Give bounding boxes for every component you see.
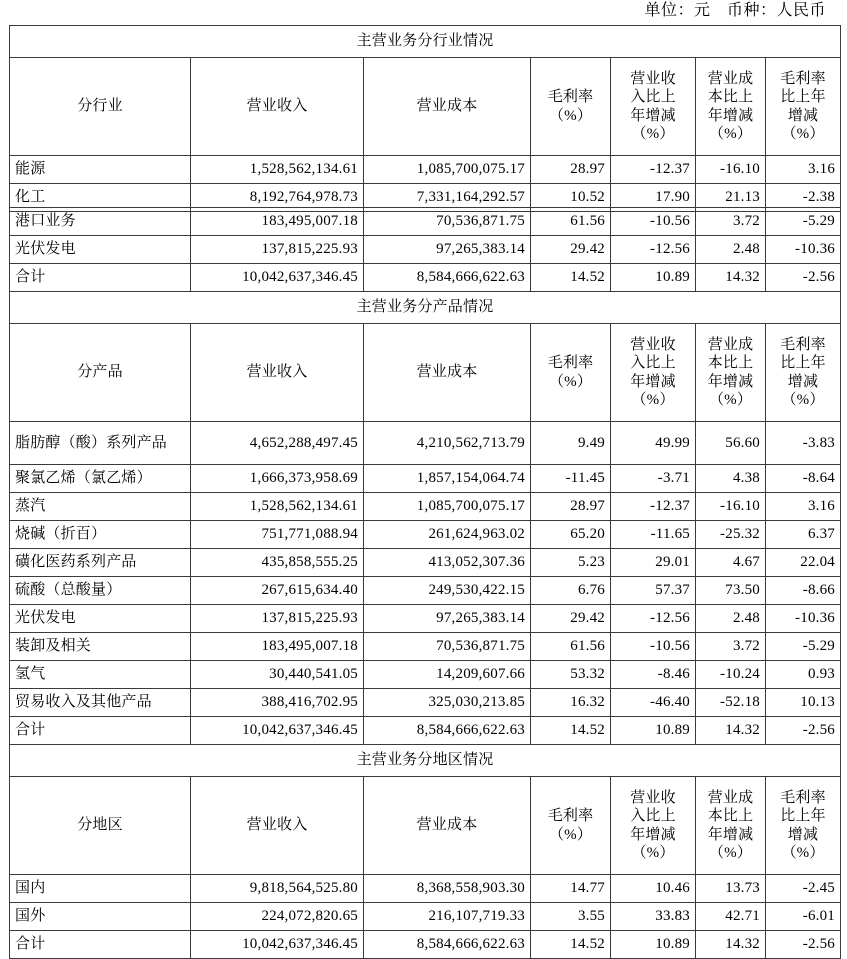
table-row <box>10 903 841 931</box>
table-row <box>10 577 841 605</box>
cell-revenue-change: -11.65 <box>611 521 696 549</box>
cell-margin: 28.97 <box>531 493 611 521</box>
cell-revenue: 10,042,637,346.45 <box>191 264 364 292</box>
cell-revenue: 183,495,007.18 <box>191 633 364 661</box>
column-header-category: 分行业 <box>10 58 191 156</box>
cost-change-line2: 本比上 <box>707 355 754 372</box>
revenue-change-line1: 营业收 <box>630 789 676 806</box>
cell-margin: 53.32 <box>531 661 611 689</box>
cell-revenue: 1,666,373,958.69 <box>191 465 364 493</box>
table-row-total <box>10 931 841 959</box>
cell-cost-change: 14.32 <box>696 931 766 959</box>
row-label: 磺化医药系列产品 <box>10 549 191 577</box>
cell-margin: 14.77 <box>531 875 611 903</box>
cell-revenue-change: 57.37 <box>611 577 696 605</box>
column-header-gross-margin <box>531 324 611 422</box>
column-header-revenue-change <box>611 777 696 875</box>
row-label: 光伏发电 <box>10 605 191 633</box>
column-header-category: 分地区 <box>10 777 191 875</box>
gross-margin-line1: 毛利率 <box>547 355 594 372</box>
revenue-change-line2: 入比上 <box>630 355 676 372</box>
cell-margin: 6.76 <box>531 577 611 605</box>
cell-margin-change: 10.13 <box>766 689 841 717</box>
column-header-cost-change <box>696 324 766 422</box>
revenue-change-line1: 营业收 <box>630 70 676 87</box>
table-row-total <box>10 264 841 292</box>
row-label: 烧碱（折百） <box>10 521 191 549</box>
column-header-margin-change <box>766 324 841 422</box>
cell-revenue: 8,192,764,978.73 <box>191 184 364 212</box>
cell-revenue-change: -8.46 <box>611 661 696 689</box>
cell-cost: 70,536,871.75 <box>364 208 531 236</box>
cell-revenue: 1,528,562,134.61 <box>191 156 364 184</box>
cell-revenue: 30,440,541.05 <box>191 661 364 689</box>
cell-revenue-change: -10.56 <box>611 633 696 661</box>
row-label: 合计 <box>10 717 191 745</box>
row-label: 合计 <box>10 264 191 292</box>
cost-change-line1: 营业成 <box>707 789 754 806</box>
margin-change-line2: 比上年 <box>780 808 826 825</box>
cell-revenue: 10,042,637,346.45 <box>191 717 364 745</box>
revenue-change-line4: （%） <box>631 844 675 861</box>
cell-margin-change: -10.36 <box>766 605 841 633</box>
cost-change-line4: （%） <box>708 125 753 142</box>
margin-change-line2: 比上年 <box>780 89 826 106</box>
margin-change-line2: 比上年 <box>780 355 826 372</box>
cell-revenue: 9,818,564,525.80 <box>191 875 364 903</box>
margin-change-line4: （%） <box>781 391 825 408</box>
cell-margin-change: 22.04 <box>766 549 841 577</box>
cell-revenue-change: -3.71 <box>611 465 696 493</box>
cell-margin: 29.42 <box>531 236 611 264</box>
row-label: 合计 <box>10 931 191 959</box>
column-header-cost: 营业成本 <box>364 777 531 875</box>
section-title: 主营业务分产品情况 <box>10 292 841 324</box>
cost-change-line3: 年增减 <box>707 373 754 390</box>
cell-margin: 61.56 <box>531 208 611 236</box>
cell-margin: 29.42 <box>531 605 611 633</box>
table-row <box>10 875 841 903</box>
cell-revenue-change: -12.37 <box>611 156 696 184</box>
column-header-cost: 营业成本 <box>364 324 531 422</box>
cell-cost-change: 14.32 <box>696 717 766 745</box>
cell-cost-change: -16.10 <box>696 156 766 184</box>
cell-cost: 70,536,871.75 <box>364 633 531 661</box>
cell-margin-change: -8.64 <box>766 465 841 493</box>
gross-margin-line1: 毛利率 <box>547 808 594 825</box>
cost-change-line1: 营业成 <box>707 336 754 353</box>
cell-margin: 3.55 <box>531 903 611 931</box>
revenue-change-line4: （%） <box>631 125 675 142</box>
table-row <box>10 633 841 661</box>
cell-cost: 14,209,607.66 <box>364 661 531 689</box>
column-header-revenue-change <box>611 324 696 422</box>
cell-margin: 5.23 <box>531 549 611 577</box>
table-row <box>10 493 841 521</box>
cell-margin-change: 0.93 <box>766 661 841 689</box>
row-label: 聚氯乙烯（氯乙烯） <box>10 465 191 493</box>
table-header-row <box>10 777 841 875</box>
column-header-gross-margin <box>531 58 611 156</box>
table-by-industry-part2 <box>9 207 840 959</box>
table-row <box>10 208 841 236</box>
table-row <box>10 521 841 549</box>
cell-revenue-change: -10.56 <box>611 208 696 236</box>
cost-change-line2: 本比上 <box>707 808 754 825</box>
column-header-revenue: 营业收入 <box>191 58 364 156</box>
cell-cost: 1,857,154,064.74 <box>364 465 531 493</box>
cell-cost-change: 73.50 <box>696 577 766 605</box>
cell-margin-change: 3.16 <box>766 156 841 184</box>
cell-revenue: 435,858,555.25 <box>191 549 364 577</box>
cell-margin: -11.45 <box>531 465 611 493</box>
cell-margin-change: 3.16 <box>766 493 841 521</box>
row-label: 蒸汽 <box>10 493 191 521</box>
cost-change-line3: 年增减 <box>707 107 754 124</box>
section-title-row <box>10 26 841 58</box>
margin-change-line1: 毛利率 <box>780 336 826 353</box>
cost-change-line3: 年增减 <box>707 826 754 843</box>
cell-cost-change: 13.73 <box>696 875 766 903</box>
row-label: 氢气 <box>10 661 191 689</box>
table-row <box>10 236 841 264</box>
cell-revenue-change: -12.56 <box>611 236 696 264</box>
cell-revenue-change: -46.40 <box>611 689 696 717</box>
cell-margin-change: -8.66 <box>766 577 841 605</box>
cell-cost: 8,584,666,622.63 <box>364 931 531 959</box>
cell-margin-change: -2.56 <box>766 717 841 745</box>
cell-margin-change: -3.83 <box>766 422 841 465</box>
row-label: 装卸及相关 <box>10 633 191 661</box>
cell-revenue: 183,495,007.18 <box>191 208 364 236</box>
cell-cost-change: 21.13 <box>696 184 766 212</box>
cell-cost-change: 56.60 <box>696 422 766 465</box>
revenue-change-line4: （%） <box>631 391 675 408</box>
cell-revenue: 10,042,637,346.45 <box>191 931 364 959</box>
row-label: 硫酸（总酸量） <box>10 577 191 605</box>
cell-cost: 7,331,164,292.57 <box>364 184 531 212</box>
cell-cost: 97,265,383.14 <box>364 605 531 633</box>
cell-margin: 14.52 <box>531 264 611 292</box>
margin-change-line1: 毛利率 <box>780 789 826 806</box>
unit-currency-note: 单位：元 币种：人民币 <box>644 2 826 19</box>
cell-margin: 14.52 <box>531 717 611 745</box>
revenue-change-line3: 年增减 <box>630 373 676 390</box>
column-header-category: 分产品 <box>10 324 191 422</box>
gross-margin-line2: （%） <box>548 107 593 124</box>
cell-revenue: 224,072,820.65 <box>191 903 364 931</box>
cell-margin: 14.52 <box>531 931 611 959</box>
column-header-revenue: 营业收入 <box>191 777 364 875</box>
cell-margin-change: -2.45 <box>766 875 841 903</box>
cell-margin-change: -10.36 <box>766 236 841 264</box>
gross-margin-line2: （%） <box>548 373 593 390</box>
gross-margin-line1: 毛利率 <box>547 89 594 106</box>
cell-cost: 413,052,307.36 <box>364 549 531 577</box>
column-header-margin-change <box>766 58 841 156</box>
cell-revenue-change: 17.90 <box>611 184 696 212</box>
cell-revenue-change: 10.46 <box>611 875 696 903</box>
cell-revenue: 267,615,634.40 <box>191 577 364 605</box>
cell-cost-change: 14.32 <box>696 264 766 292</box>
column-header-revenue-change <box>611 58 696 156</box>
cell-margin-change: -2.56 <box>766 264 841 292</box>
cell-margin: 61.56 <box>531 633 611 661</box>
table-row <box>10 549 841 577</box>
cell-revenue-change: 10.89 <box>611 931 696 959</box>
cell-cost-change: 4.38 <box>696 465 766 493</box>
table-row <box>10 689 841 717</box>
cell-revenue-change: 10.89 <box>611 264 696 292</box>
margin-change-line4: （%） <box>781 844 825 861</box>
cell-revenue: 137,815,225.93 <box>191 236 364 264</box>
cell-cost-change: -16.10 <box>696 493 766 521</box>
table-row <box>10 422 841 465</box>
cell-cost-change: 3.72 <box>696 633 766 661</box>
industry-table-bottom <box>9 207 841 959</box>
cell-cost-change: -52.18 <box>696 689 766 717</box>
cell-revenue: 4,652,288,497.45 <box>191 422 364 465</box>
cell-cost: 8,584,666,622.63 <box>364 264 531 292</box>
cost-change-line4: （%） <box>708 391 753 408</box>
cell-margin: 65.20 <box>531 521 611 549</box>
cell-revenue-change: 49.99 <box>611 422 696 465</box>
column-header-gross-margin <box>531 777 611 875</box>
cell-cost: 1,085,700,075.17 <box>364 156 531 184</box>
cell-revenue: 1,528,562,134.61 <box>191 493 364 521</box>
column-header-cost-change <box>696 777 766 875</box>
cell-margin-change: -2.38 <box>766 184 841 212</box>
cell-margin-change: -2.56 <box>766 931 841 959</box>
gross-margin-line2: （%） <box>548 826 593 843</box>
column-header-cost-change <box>696 58 766 156</box>
cell-revenue-change: 10.89 <box>611 717 696 745</box>
table-row <box>10 156 841 184</box>
cell-cost-change: 2.48 <box>696 605 766 633</box>
cell-revenue: 751,771,088.94 <box>191 521 364 549</box>
margin-change-line3: 增减 <box>787 373 819 390</box>
cell-cost: 216,107,719.33 <box>364 903 531 931</box>
cell-revenue-change: -12.37 <box>611 493 696 521</box>
cell-margin-change: -5.29 <box>766 208 841 236</box>
cell-cost: 325,030,213.85 <box>364 689 531 717</box>
cell-revenue: 137,815,225.93 <box>191 605 364 633</box>
cell-revenue-change: 29.01 <box>611 549 696 577</box>
cell-margin: 9.49 <box>531 422 611 465</box>
cell-margin-change: -6.01 <box>766 903 841 931</box>
section-title-row <box>10 292 841 324</box>
cell-cost-change: 2.48 <box>696 236 766 264</box>
table-row <box>10 465 841 493</box>
table-by-industry-part1 <box>9 25 840 212</box>
revenue-change-line3: 年增减 <box>630 826 676 843</box>
cell-margin-change: 6.37 <box>766 521 841 549</box>
cell-cost: 249,530,422.15 <box>364 577 531 605</box>
table-row-total <box>10 717 841 745</box>
cell-margin: 16.32 <box>531 689 611 717</box>
cost-change-line1: 营业成 <box>707 70 754 87</box>
margin-change-line1: 毛利率 <box>780 70 826 87</box>
row-label: 光伏发电 <box>10 236 191 264</box>
industry-table-top <box>9 25 841 212</box>
cell-revenue-change: -12.56 <box>611 605 696 633</box>
cell-cost-change: -25.32 <box>696 521 766 549</box>
table-header-row <box>10 58 841 156</box>
cell-margin: 10.52 <box>531 184 611 212</box>
cell-cost-change: 42.71 <box>696 903 766 931</box>
revenue-change-line2: 入比上 <box>630 89 676 106</box>
margin-change-line4: （%） <box>781 125 825 142</box>
table-row <box>10 605 841 633</box>
cell-cost: 8,368,558,903.30 <box>364 875 531 903</box>
cell-revenue: 388,416,702.95 <box>191 689 364 717</box>
row-label: 化工 <box>10 184 191 212</box>
cell-cost-change: -10.24 <box>696 661 766 689</box>
revenue-change-line3: 年增减 <box>630 107 676 124</box>
column-header-margin-change <box>766 777 841 875</box>
cell-margin-change: -5.29 <box>766 633 841 661</box>
margin-change-line3: 增减 <box>787 826 819 843</box>
section-title: 主营业务分行业情况 <box>10 26 841 58</box>
cost-change-line2: 本比上 <box>707 89 754 106</box>
row-label: 港口业务 <box>10 208 191 236</box>
cell-cost: 97,265,383.14 <box>364 236 531 264</box>
section-title: 主营业务分地区情况 <box>10 745 841 777</box>
margin-change-line3: 增减 <box>787 107 819 124</box>
cell-cost-change: 3.72 <box>696 208 766 236</box>
table-row <box>10 661 841 689</box>
column-header-revenue: 营业收入 <box>191 324 364 422</box>
row-label: 贸易收入及其他产品 <box>10 689 191 717</box>
cell-cost: 261,624,963.02 <box>364 521 531 549</box>
column-header-cost: 营业成本 <box>364 58 531 156</box>
section-title-row <box>10 745 841 777</box>
revenue-change-line1: 营业收 <box>630 336 676 353</box>
cell-cost: 1,085,700,075.17 <box>364 493 531 521</box>
cell-cost: 4,210,562,713.79 <box>364 422 531 465</box>
cell-cost-change: 4.67 <box>696 549 766 577</box>
row-label: 能源 <box>10 156 191 184</box>
cell-revenue-change: 33.83 <box>611 903 696 931</box>
revenue-change-line2: 入比上 <box>630 808 676 825</box>
row-label: 国外 <box>10 903 191 931</box>
table-header-row <box>10 324 841 422</box>
cell-margin: 28.97 <box>531 156 611 184</box>
cell-cost: 8,584,666,622.63 <box>364 717 531 745</box>
cost-change-line4: （%） <box>708 844 753 861</box>
row-label: 国内 <box>10 875 191 903</box>
row-label: 脂肪醇（酸）系列产品 <box>10 422 191 465</box>
